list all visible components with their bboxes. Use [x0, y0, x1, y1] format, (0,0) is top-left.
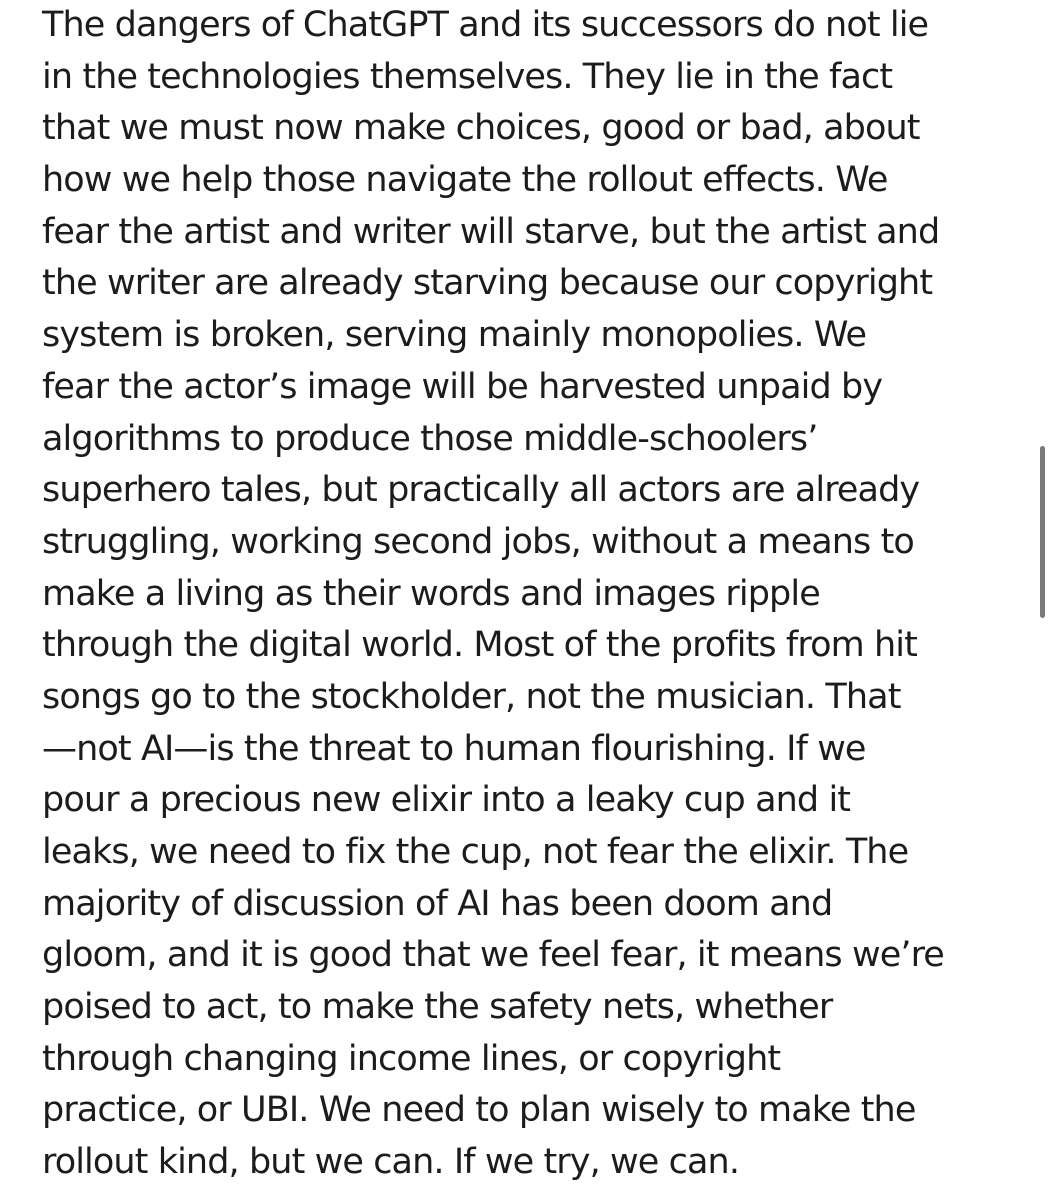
text-line: system is broken, serving mainly monopolies. We [42, 315, 867, 356]
text-line: algorithms to produce those middle-schoolers’ [42, 418, 818, 459]
article-text [42, 0, 1032, 1189]
text-line: practice, or UBI. We need to plan wisely to make the [42, 1090, 916, 1131]
text-line: poised to act, to make the safety nets, whether [42, 987, 833, 1028]
text-line: gloom, and it is good that we feel fear, it means we’re [42, 935, 944, 976]
text-line: fear the actor’s image will be harvested unpaid by [42, 366, 883, 407]
text-line: the writer are already starving because our copyright [42, 263, 933, 304]
text-line: superhero tales, but practically all actors are already [42, 470, 920, 511]
text-line: songs go to the stockholder, not the musician. That [42, 676, 901, 717]
text-line: fear the artist and writer will starve, but the artist and [42, 211, 940, 252]
text-line: in the technologies themselves. They lie in the fact [42, 56, 893, 97]
text-line: leaks, we need to fix the cup, not fear the elixir. The [42, 832, 909, 872]
text-line: make a living as their words and images ripple [42, 573, 820, 614]
text-line: that we must now make choices, good or bad, about [42, 108, 920, 149]
text-line: struggling, working second jobs, without a means to [42, 521, 914, 562]
text-line: majority of discussion of AI has been doom and [42, 883, 833, 924]
text-line: pour a precious new elixir into a leaky cup and it [42, 780, 851, 821]
text-line: through the digital world. Most of the profits from hit [42, 625, 917, 666]
text-line: through changing income lines, or copyright [42, 1038, 781, 1079]
scrollbar-thumb[interactable] [1040, 446, 1045, 618]
text-line: rollout kind, but we can. If we try, we can. [42, 1142, 740, 1183]
text-line: how we help those navigate the rollout effects. We [42, 160, 888, 201]
text-line: The dangers of ChatGPT and its successors do not lie [42, 5, 929, 45]
text-line: —not AI—is the threat to human flourishing. If we [42, 728, 866, 769]
